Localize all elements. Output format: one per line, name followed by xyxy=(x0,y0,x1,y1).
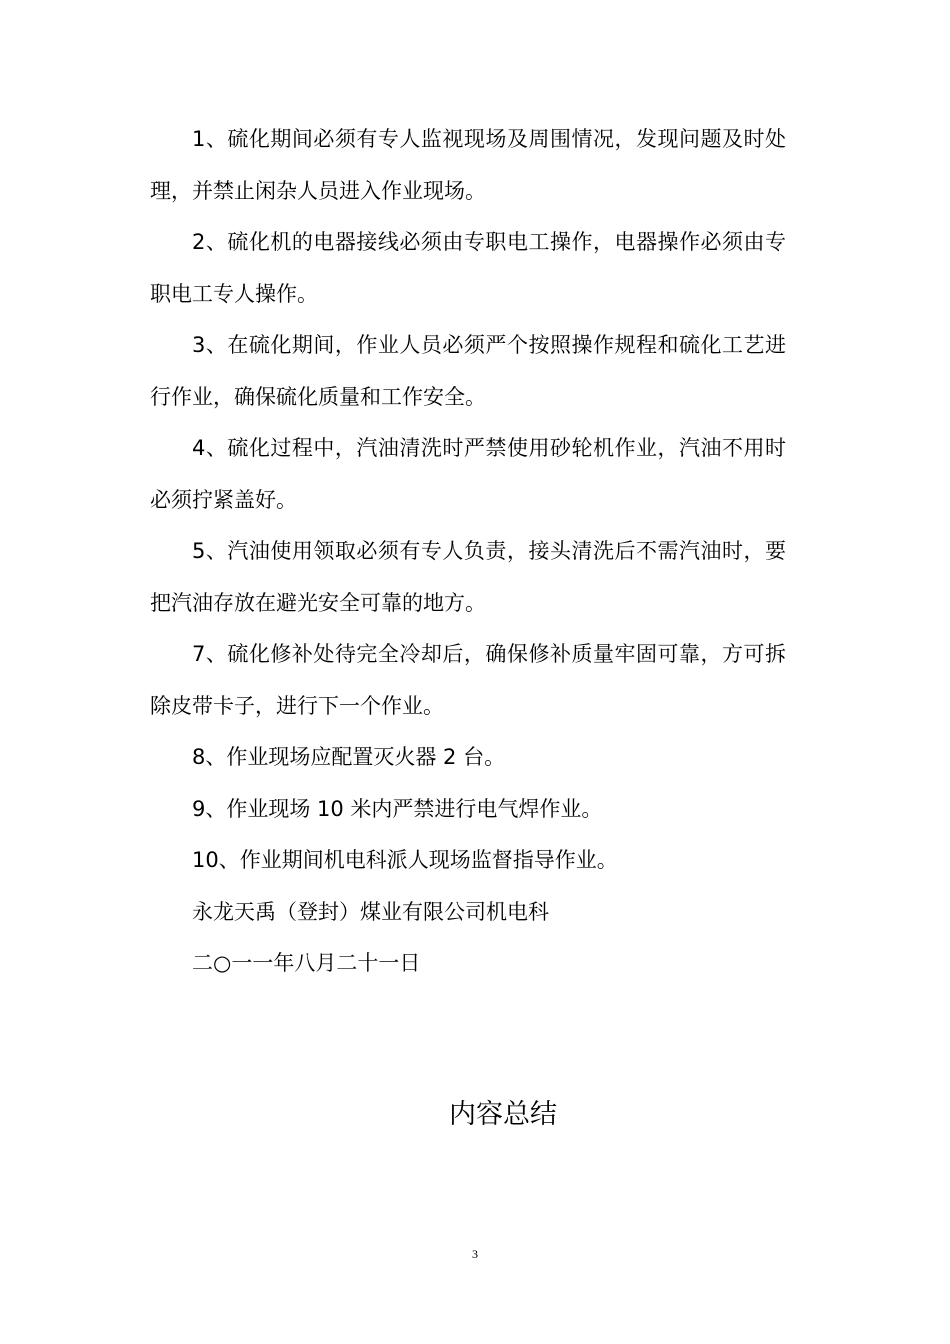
summary-heading: 内容总结 xyxy=(449,1099,557,1130)
page-number: 3 xyxy=(472,1247,478,1261)
rule-item-5: 5、汽油使用领取必须有专人负责，接头清洗后不需汽油时，要把汽油存放在避光安全可靠的地方。 xyxy=(150,539,786,615)
rule-item-10: 10、作业期间机电科派人现场监督指导作业。 xyxy=(192,848,618,872)
rule-item-4: 4、硫化过程中，汽油清洗时严禁使用砂轮机作业，汽油不用时必须拧紧盖好。 xyxy=(150,436,786,512)
signature-date: 二○一一年八月二十一日 xyxy=(192,951,421,975)
signature-organization: 永龙天禹（登封）煤业有限公司机电科 xyxy=(192,899,549,924)
rule-item-2: 2、硫化机的电器接线必须由专职电工操作，电器操作必须由专职电工专人操作。 xyxy=(150,230,786,306)
rule-item-7: 7、硫化修补处待完全冷却后，确保修补质量牢固可靠，方可拆除皮带卡子，进行下一个作业。 xyxy=(150,642,786,718)
rule-item-1: 1、硫化期间必须有专人监视现场及周围情况，发现问题及时处理，并禁止闲杂人员进入作业现场。 xyxy=(150,127,786,203)
rule-item-3: 3、在硫化期间，作业人员必须严个按照操作规程和硫化工艺进行作业，确保硫化质量和工作安全。 xyxy=(150,333,786,409)
rule-item-9: 9、作业现场 10 米内严禁进行电气焊作业。 xyxy=(192,796,603,821)
rule-item-8: 8、作业现场应配置灭火器 2 台。 xyxy=(192,745,506,769)
document-body xyxy=(150,114,786,990)
